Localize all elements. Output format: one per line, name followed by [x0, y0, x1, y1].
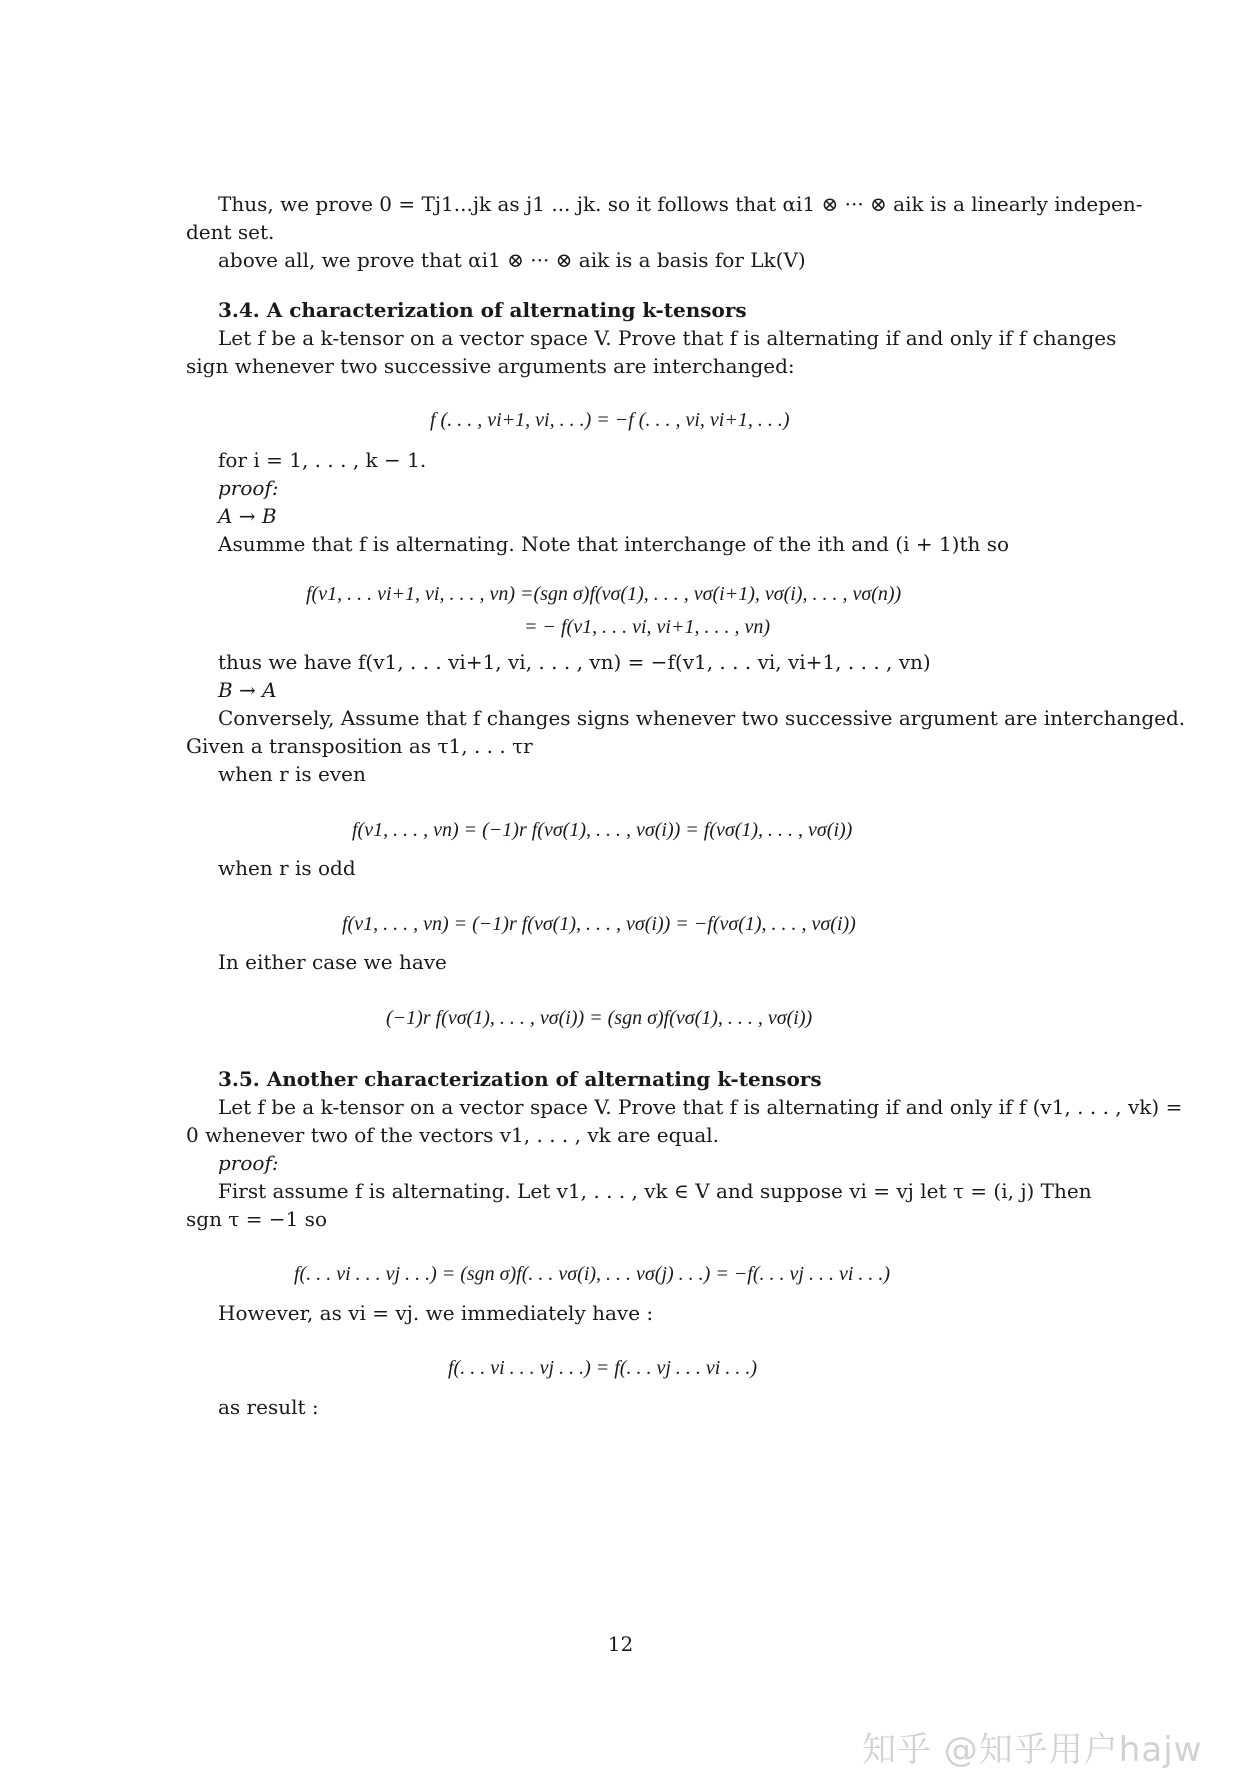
equation: = − f(v1, . . . vi, vi+1, . . . , vn) [524, 616, 770, 638]
text-line: In either case we have [218, 950, 447, 974]
text-line: for i = 1, . . . , k − 1. [218, 448, 427, 472]
text-line: as result : [218, 1395, 319, 1419]
text-line: Given a transposition as τ1, . . . τr [186, 734, 533, 758]
page-number: 12 [607, 1632, 634, 1656]
text-line: above all, we prove that αi1 ⊗ ··· ⊗ aik is a basis for Lk(V) [218, 248, 806, 272]
text-line: Asumme that f is alternating. Note that interchange of the ith and (i + 1)th so [218, 532, 1010, 556]
direction-label: A → B [218, 504, 277, 528]
text-line: when r is odd [218, 856, 356, 880]
text-line: Let f be a k-tensor on a vector space V. Prove that f is alternating if and only if f changes [218, 326, 1117, 350]
section-heading-3-4: 3.4. A characterization of alternating k-tensors [218, 298, 747, 322]
text-line: sign whenever two successive arguments are interchanged: [186, 354, 795, 378]
equation: f(v1, . . . , vn) = (−1)r f(vσ(1), . . . , vσ(i)) = f(vσ(1), . . . , vσ(i)) [352, 819, 853, 841]
text-line: when r is even [218, 762, 366, 786]
equation: f (. . . , vi+1, vi, . . .) = −f (. . . , vi, vi+1, . . .) [430, 409, 790, 431]
proof-label: proof: [218, 1151, 279, 1175]
text-line: thus we have f(v1, . . . vi+1, vi, . . . , vn) = −f(v1, . . . vi, vi+1, . . . , vn) [218, 650, 931, 674]
proof-label: proof: [218, 476, 279, 500]
equation: f(v1, . . . vi+1, vi, . . . , vn) =(sgn σ)f(vσ(1), . . . , vσ(i+1), vσ(i), . . . , vσ(n)) [306, 583, 902, 605]
text-line: sgn τ = −1 so [186, 1207, 327, 1231]
text-line: Conversely, Assume that f changes signs whenever two successive argument are interchanged. [218, 706, 1186, 730]
equation: f(. . . vi . . . vj . . .) = f(. . . vj . . . vi . . .) [448, 1357, 757, 1379]
watermark: 知乎 @知乎用户hajw [862, 1730, 1203, 1770]
equation: f(. . . vi . . . vj . . .) = (sgn σ)f(. . . vσ(i), . . . vσ(j) . . .) = −f(. . . vj . . . vi . . .) [294, 1263, 891, 1285]
text-line: dent set. [186, 220, 275, 244]
equation: f(v1, . . . , vn) = (−1)r f(vσ(1), . . . , vσ(i)) = −f(vσ(1), . . . , vσ(i)) [342, 913, 856, 935]
text-line: 0 whenever two of the vectors v1, . . . , vk are equal. [186, 1123, 719, 1147]
text-line: Thus, we prove 0 = Tj1...jk as j1 ... jk. so it follows that αi1 ⊗ ··· ⊗ aik is a linearly indepen- [218, 192, 1143, 216]
equation: (−1)r f(vσ(1), . . . , vσ(i)) = (sgn σ)f(vσ(1), . . . , vσ(i)) [386, 1007, 813, 1029]
direction-label: B → A [218, 678, 277, 702]
text-line: Let f be a k-tensor on a vector space V. Prove that f is alternating if and only if f (v1, . . . , vk) = [218, 1095, 1183, 1119]
text-line: However, as vi = vj. we immediately have : [218, 1301, 654, 1325]
section-heading-3-5: 3.5. Another characterization of alternating k-tensors [218, 1067, 822, 1091]
text-line: First assume f is alternating. Let v1, . . . , vk ∈ V and suppose vi = vj let τ = (i, j) Then [218, 1179, 1092, 1203]
